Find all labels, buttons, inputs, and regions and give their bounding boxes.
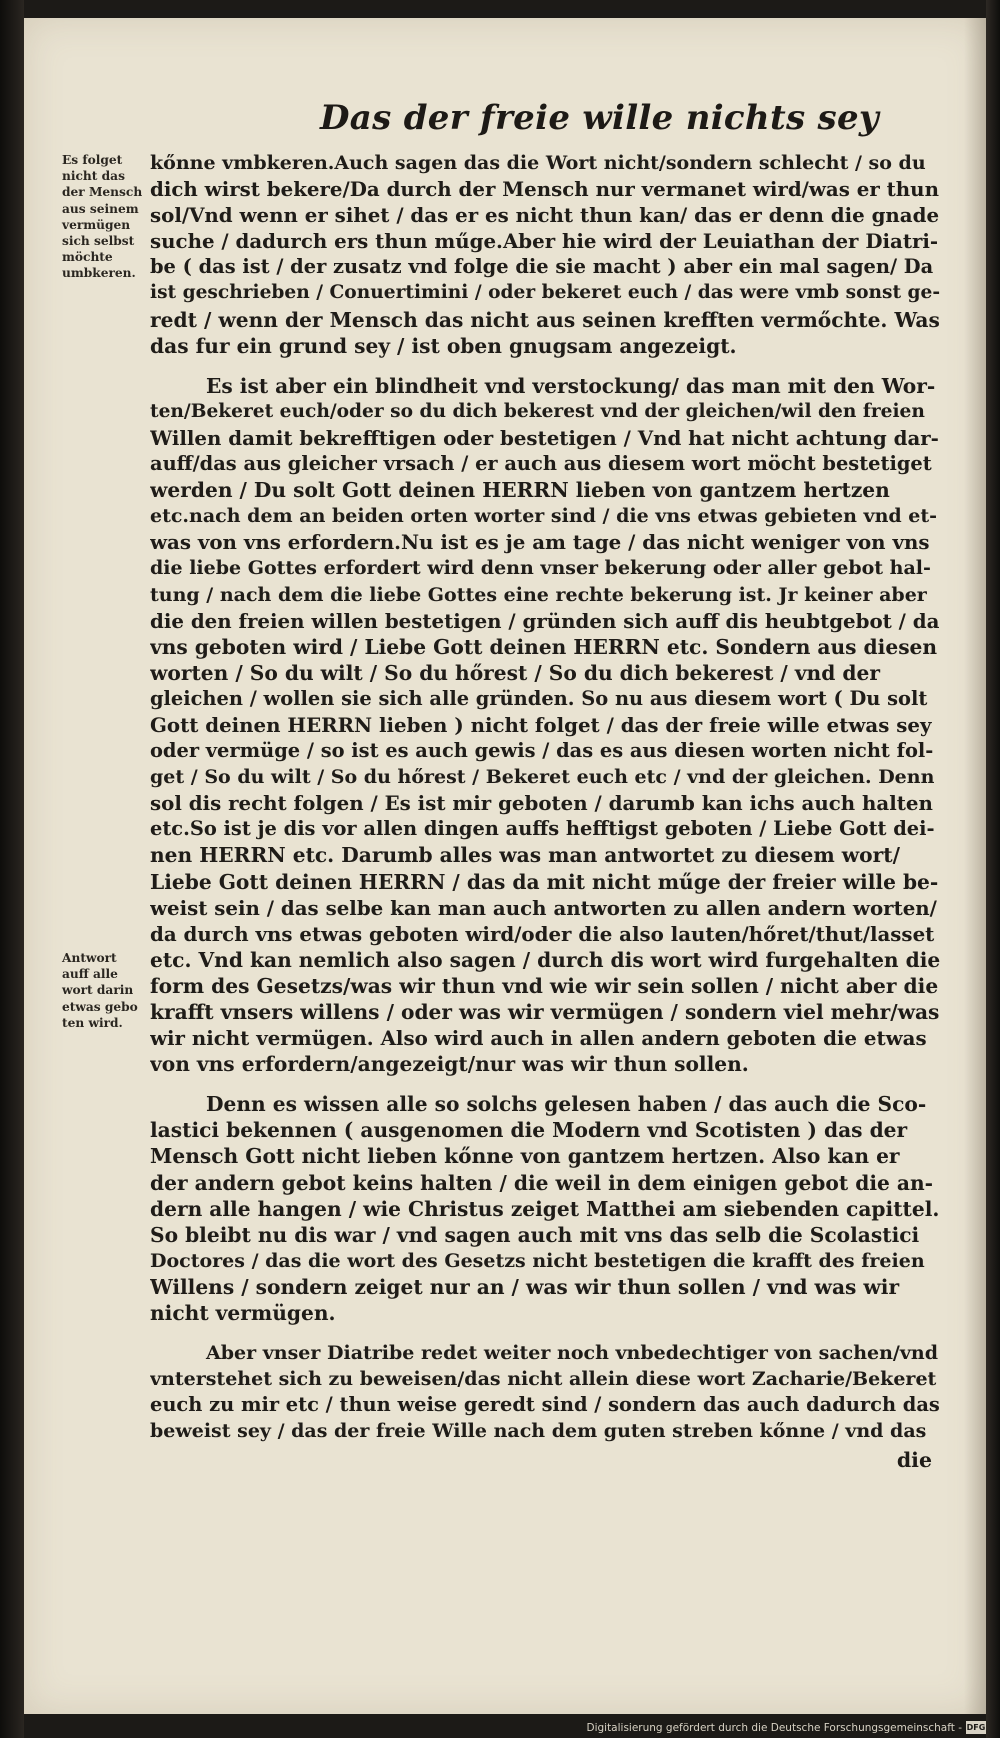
side-note-line: Es folget bbox=[62, 153, 123, 167]
text-line: was von vns erfordern.Nu ist es je am tage / das nicht weniger von vns bbox=[150, 530, 930, 555]
paragraph-1 bbox=[150, 150, 940, 359]
scan-edge-right bbox=[986, 0, 1000, 1738]
text-line: da durch vns etwas geboten wird/oder die also lauten/hőret/thut/lasset bbox=[150, 921, 935, 946]
side-note-line: möchte bbox=[62, 250, 113, 265]
side-note-line: etwas gebo bbox=[62, 999, 138, 1014]
text-line: krafft vnsers willens / oder was wir vermügen / sondern viel mehr/was bbox=[150, 1000, 940, 1024]
side-note-line: wort darin bbox=[62, 983, 134, 998]
paragraph-2 bbox=[150, 373, 940, 1078]
text-line: etc. Vnd kan nemlich also sagen / durch dis wort wird furgehalten die bbox=[150, 947, 940, 972]
text-line: get / So du wilt / So du hőrest / Bekeret euch etc / vnd der gleichen. Denn bbox=[150, 766, 935, 789]
dfg-logo: DFG bbox=[966, 1723, 986, 1732]
page-fold-shadow bbox=[964, 18, 986, 1714]
text-line: Liebe Gott deinen HERRN / das da mit nicht műge der freier wille be- bbox=[150, 869, 939, 894]
text-line: ten/Bekeret euch/oder so du dich bekerest vnd der gleichen/wil den freien bbox=[150, 400, 925, 422]
side-note-line: ten wird. bbox=[62, 1015, 123, 1030]
text-line: So bleibt nu dis war / vnd sagen auch mit vns das selb die Scolastici bbox=[150, 1222, 920, 1247]
running-head: Das der freie wille nichts sey bbox=[320, 98, 879, 138]
text-line: nen HERRN etc. Darumb alles was man antwortet zu diesem wort/ bbox=[150, 843, 900, 868]
text-line: worten / So du wilt / So du hőrest / So du dich bekerest / vnd der bbox=[150, 660, 880, 685]
text-line: ist geschrieben / Conuertimini / oder bekeret euch / das were vmb sonst ge- bbox=[150, 282, 940, 304]
text-line: Mensch Gott nicht lieben kőnne von gantzem hertzen. Also kan er bbox=[150, 1144, 900, 1169]
text-line: Gott deinen HERRN lieben ) nicht folget / das der freie wille etwas sey bbox=[150, 712, 932, 737]
text-line: be ( das ist / der zusatz vnd folge die sie macht ) aber ein mal sagen/ Da bbox=[150, 255, 934, 279]
catchword: die bbox=[896, 1448, 932, 1472]
paragraph-3 bbox=[150, 1091, 940, 1326]
text-line: auff/das aus gleicher vrsach / er auch aus diesem wort möcht bestetiget bbox=[150, 452, 932, 476]
text-line: wir nicht vermügen. Also wird auch in allen andern geboten die etwas bbox=[150, 1026, 927, 1051]
text-line: vns geboten wird / Liebe Gott deinen HERRN etc. Sondern aus diesen bbox=[150, 634, 938, 659]
text-line: dich wirst bekere/Da durch der Mensch nur vermanet wird/was er thun bbox=[150, 177, 939, 202]
text-line: sol dis recht folgen / Es ist mir geboten / darumb kan ichs auch halten bbox=[150, 791, 933, 816]
text-line: Aber vnser Diatribe redet weiter noch vnbedechtiger von sachen/vnd bbox=[206, 1342, 938, 1365]
text-line: Denn es wissen alle so solchs gelesen haben / das auch die Sco- bbox=[206, 1092, 927, 1117]
side-note-line: sich selbst bbox=[62, 234, 135, 249]
side-note-margin-1 bbox=[62, 152, 158, 282]
side-note-line: der Mensch bbox=[62, 185, 143, 200]
text-line: der andern gebot keins halten / die weil in dem einigen gebot die an- bbox=[150, 1170, 934, 1195]
text-line: kőnne vmbkeren.Auch sagen das die Wort nicht/sondern schlecht / so du bbox=[150, 152, 926, 174]
side-note-line: auff alle bbox=[62, 967, 118, 982]
body-text bbox=[150, 150, 940, 1459]
text-line: euch zu mir etc / thun weise geredt sind / sondern das auch dadurch das bbox=[150, 1393, 940, 1417]
text-line: gleichen / wollen sie sich alle gründen. So nu aus diesem wort ( Du solt bbox=[150, 686, 928, 710]
side-note-line: aus seinem bbox=[62, 201, 139, 216]
text-line: Willen damit bekrefftigen oder bestetigen / Vnd hat nicht achtung dar- bbox=[150, 425, 939, 450]
text-line: etc.So ist je dis vor allen dingen auffs hefftigst geboten / Liebe Gott dei- bbox=[150, 817, 935, 841]
paragraph-4 bbox=[150, 1340, 940, 1444]
text-line: oder vermüge / so ist es auch gewis / das es aus diesen worten nicht fol- bbox=[150, 739, 934, 763]
text-line: form des Gesetzs/was wir thun vnd wie wir sein sollen / nicht aber die bbox=[150, 973, 939, 998]
side-note-line: vermügen bbox=[62, 217, 131, 232]
side-note-margin-2 bbox=[62, 950, 158, 1031]
text-line: Es ist aber ein blindheit vnd verstockung/ das man mit den Wor- bbox=[206, 373, 936, 398]
text-line: redt / wenn der Mensch das nicht aus seinen krefften vermőchte. Was bbox=[150, 307, 940, 332]
text-line: etc.nach dem an beiden orten worter sind / die vns etwas gebieten vnd et- bbox=[150, 505, 938, 528]
side-note-line: nicht das bbox=[62, 169, 125, 184]
scan-edge-left bbox=[0, 0, 24, 1738]
digitization-credit: Digitalisierung gefördert durch die Deutsche Forschungsgemeinschaft - bbox=[586, 1722, 962, 1734]
text-line: nicht vermügen. bbox=[150, 1301, 336, 1326]
text-line: Doctores / das die wort des Gesetzs nicht bestetigen die krafft des freien bbox=[150, 1249, 925, 1272]
text-line: beweist sey / das der freie Wille nach dem guten streben kőnne / vnd das bbox=[150, 1420, 927, 1443]
text-line: dern alle hangen / wie Christus zeiget Matthei am siebenden capittel. bbox=[150, 1196, 940, 1221]
text-line: werden / Du solt Gott deinen HERRN lieben von gantzem hertzen bbox=[150, 478, 890, 503]
text-line: weist sein / das selbe kan man auch antworten zu allen andern worten/ bbox=[150, 895, 937, 920]
side-note-line: Antwort bbox=[62, 951, 117, 965]
text-line: vnterstehet sich zu beweisen/das nicht allein diese wort Zacharie/Bekeret bbox=[150, 1368, 937, 1391]
text-line: von vns erfordern/angezeigt/nur was wir thun sollen. bbox=[150, 1052, 749, 1077]
text-line: suche / dadurch ers thun műge.Aber hie wird der Leuiathan der Diatri- bbox=[150, 229, 939, 254]
text-line: lastici bekennen ( ausgenomen die Modern vnd Scotisten ) das der bbox=[150, 1118, 908, 1143]
text-line: sol/Vnd wenn er sihet / das er es nicht thun kan/ das er denn die gnade bbox=[150, 203, 940, 228]
text-line: die liebe Gottes erfordert wird denn vnser bekerung oder aller gebot hal- bbox=[150, 557, 931, 580]
text-line: die den freien willen bestetigen / gründen sich auff dis heubtgebot / da bbox=[150, 608, 940, 633]
text-line: das fur ein grund sey / ist oben gnugsam angezeigt. bbox=[150, 333, 737, 358]
text-line: Willens / sondern zeiget nur an / was wir thun sollen / vnd was wir bbox=[150, 1274, 900, 1299]
text-line: tung / nach dem die liebe Gottes eine rechte bekerung ist. Jr keiner aber bbox=[150, 583, 927, 606]
side-note-line: umbkeren. bbox=[62, 266, 136, 281]
